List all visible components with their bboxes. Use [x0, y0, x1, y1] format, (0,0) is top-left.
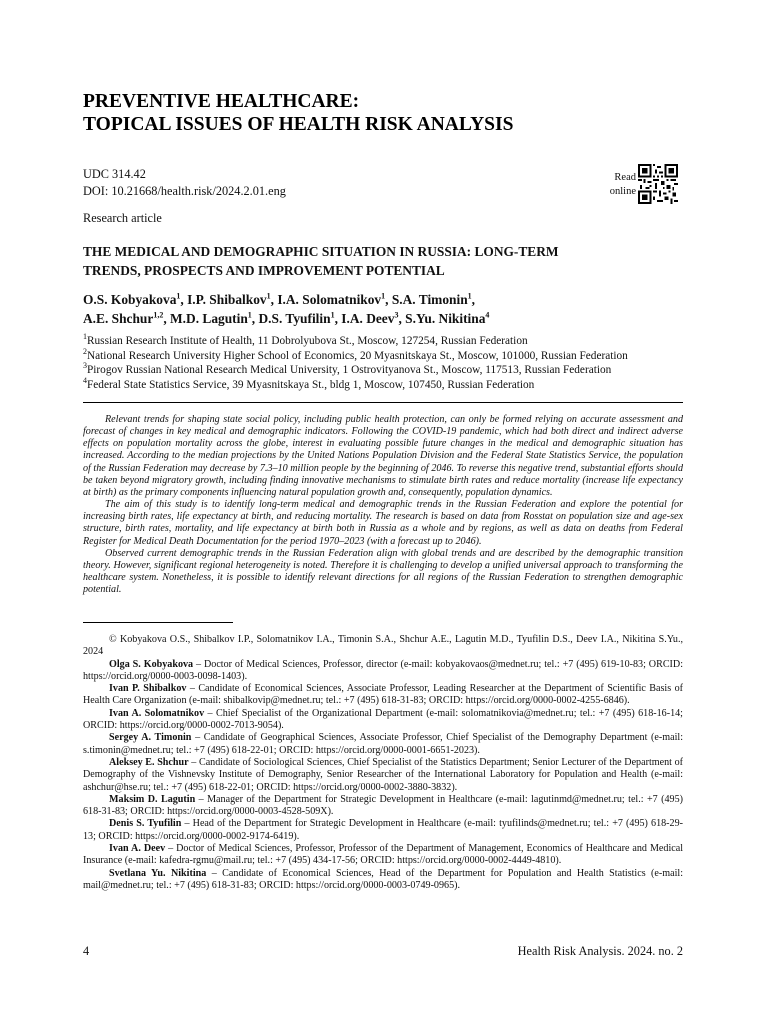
author-line-1 [83, 291, 489, 310]
author-affiliation-mark: 3 [394, 310, 399, 320]
author-separator: , [163, 310, 171, 326]
author-name: I.A. Deev [341, 310, 395, 326]
journal-footer: Health Risk Analysis. 2024. no. 2 [517, 944, 683, 958]
author-note-name: Maksim D. Lagutin [109, 793, 196, 805]
author-note-name: Ivan A. Deev [109, 843, 166, 855]
author-line-2 [83, 310, 489, 329]
author-separator: , [334, 310, 342, 326]
article-title [83, 242, 683, 280]
author-note [83, 732, 683, 757]
author-note-text: – Doctor of Medical Sciences, Professor, director (e-mail: kobyakovaos@mednet.ru; tel.: +7 (495) 619-10-83; ORCID: https://orcid.org/0000-0003-0098-1403). [83, 658, 684, 682]
section-heading-line1: PREVENTIVE HEALTHCARE: [83, 91, 360, 112]
author-note-text: – Candidate of Geographical Sciences, Associate Professor, Chief Specialist of the Demography Department (e-mail: s.timonin@mednet.ru; tel.: +7 (495) 618-22-01; ORCID: https://orcid.org/0000-0001-6651-2023). [83, 732, 683, 756]
article-type: Research article [83, 211, 162, 225]
author-affiliation-mark: 1 [247, 310, 252, 320]
author-affiliation-mark: 1 [330, 310, 335, 320]
article-identifiers [83, 166, 286, 200]
abstract-paragraph: Observed current demographic trends in the Russian Federation align with global trends and are described by the demographic transition theory. However, significant regional heterogeneity is noted. Therefore it is challenging to develop a unified universal approach to transforming the healthcare system. Nonetheless, it is possible to identify relevant directions for all regions of the Russian Federation to strengthen demographic potential. [83, 547, 683, 596]
read-online-line1: Read [614, 172, 636, 183]
article-title-line1: THE MEDICAL AND DEMOGRAPHIC SITUATION IN RUSSIA: LONG-TERM [83, 244, 559, 259]
doi-link[interactable]: DOI: 10.21668/health.risk/2024.2.01.eng [83, 184, 286, 198]
author-note-name: Denis S. Tyufilin [109, 818, 182, 830]
read-online-line2: online [609, 186, 636, 197]
author-affiliation-mark: 1 [467, 291, 472, 301]
author-note [83, 843, 683, 868]
affiliation-mark: 2 [83, 346, 87, 356]
author-note-text: – Doctor of Medical Sciences, Professor, Professor of the Department of Management, Economics of Healthcare and Medical Insurance (e-mail: kafedra-rgmu@mail.ru; tel.: +7 (495) 434-17-56; ORCID: https://orcid.org/0000-0002-4449-4810). [83, 843, 684, 867]
article-title-line2: TRENDS, PROSPECTS AND IMPROVEMENT POTENTIAL [83, 263, 445, 278]
abstract [83, 414, 683, 596]
footnote-divider [83, 622, 233, 623]
author-name: M.D. Lagutin [170, 310, 248, 326]
copyright-notice: © Kobyakova O.S., Shibalkov I.P., Solomatnikov I.A., Timonin S.A., Shchur A.E., Lagutin M.D., Tyufilin D.S., Deev I.A., Nikitina S.Yu., 2024 [83, 634, 683, 658]
read-online-label[interactable] [604, 171, 636, 199]
author-note [83, 757, 683, 794]
affiliation-text: Pirogov Russian National Research Medical University, 1 Ostrovityanova St., Moscow, 117513, Russian Federation [87, 364, 612, 377]
author-note-name: Ivan A. Solomatnikov [109, 707, 205, 719]
section-heading [83, 90, 703, 136]
author-affiliation-mark: 1 [266, 291, 271, 301]
abstract-divider [83, 402, 683, 403]
author-note [83, 683, 683, 708]
author-note-text: – Head of the Department for Strategic Development in Healthcare (e-mail: tyufilinds@mednet.ru; tel.: +7 (495) 618-29-13; ORCID: https://orcid.org/0000-0002-9174-6419). [83, 818, 683, 842]
affiliation-item [83, 378, 628, 393]
affiliation-item [83, 346, 628, 364]
affiliation-text: Federal State Statistics Service, 39 Myasnitskaya St., bldg 1, Moscow, 107450, Russian Federation [87, 378, 535, 391]
author-name: O.S. Kobyakova [83, 292, 177, 307]
author-note-name: Ivan P. Shibalkov [109, 683, 187, 695]
author-name: A.E. Shchur [83, 310, 154, 326]
author-separator: , [398, 310, 406, 326]
affiliation-text: National Research University Higher School of Economics, 20 Myasnitskaya St., Moscow, 101000, Russian Federation [87, 349, 628, 362]
affiliation-mark: 3 [83, 361, 87, 371]
affiliation-item [83, 363, 628, 378]
author-note-text: – Candidate of Sociological Sciences, Chief Specialist of the Statistics Department; Senior Lecturer of the Department of Demography of the Vishnevsky Institute of Demography, Senior Researcher of the International Laboratory for Population and Health (e-mail: ashchur@hse.ru; tel.: +7 (495) 618-22-01; ORCID: https://orcid.org/0000-0002-3880-3832). [83, 756, 683, 793]
author-note-name: Svetlana Yu. Nikitina [109, 867, 207, 879]
author-note-text: – Manager of the Department for Strategic Development in Healthcare (e-mail: lagutinmd@mednet.ru; tel.: +7 (495) 618-31-83; ORCID: https://orcid.org/0000-0003-4528-509X). [83, 793, 683, 818]
author-notes [83, 634, 683, 892]
author-note-name: Sergey A. Timonin [109, 732, 192, 744]
author-name: I.P. Shibalkov [187, 292, 267, 307]
affiliation-list [83, 334, 628, 392]
page-number: 4 [83, 944, 90, 958]
author-separator: , [270, 292, 278, 307]
author-affiliation-mark: 1 [176, 291, 181, 301]
author-name: S.Yu. Nikitina [405, 310, 486, 326]
author-separator: , [251, 310, 259, 326]
author-separator: , [180, 292, 188, 307]
affiliation-text: Russian Research Institute of Health, 11 Dobrolyubova St., Moscow, 127254, Russian Federation [87, 335, 528, 347]
section-heading-line2: TOPICAL ISSUES OF HEALTH RISK ANALYSIS [83, 114, 514, 135]
author-name: S.A. Timonin [391, 292, 468, 307]
author-list [83, 291, 489, 328]
author-note-text: – Candidate of Economical Sciences, Head of the Department for Population and Health Statistics (e-mail: mail@mednet.ru; tel.: +7 (495) 618-31-83; ORCID: https://orcid.org/0000-0003-0749-0965). [83, 867, 683, 891]
affiliation-mark: 4 [83, 376, 87, 386]
author-separator: , [385, 292, 392, 307]
author-note [83, 794, 683, 819]
qr-code-icon[interactable] [638, 164, 678, 204]
author-note-name: Aleksey E. Shchur [109, 756, 189, 768]
author-affiliation-mark: 1,2 [153, 310, 164, 320]
author-note [83, 659, 683, 684]
author-note [83, 818, 683, 843]
author-note [83, 868, 683, 893]
affiliation-item [83, 334, 628, 349]
author-name: D.S. Tyufilin [258, 310, 331, 326]
udc-code: UDC 314.42 [83, 167, 146, 181]
author-note-text: – Candidate of Economical Sciences, Associate Professor, Leading Researcher at the Department of Scientific Basis of Health Care Organization (e-mail: shibalkovip@mednet.ru; tel.: +7 (495) 618-31-83; ORCID: https://orcid.org/0000-0002-4255-6846). [83, 683, 683, 707]
author-separator: , [471, 292, 475, 307]
author-note [83, 708, 683, 733]
author-note-text: – Chief Specialist of the Organizational Department (e-mail: solomatnikovia@mednet.ru; tel.: +7 (495) 618-16-14; ORCID: https://orcid.org/0000-0002-7013-9054). [83, 707, 683, 732]
author-affiliation-mark: 4 [485, 310, 490, 320]
author-affiliation-mark: 1 [381, 291, 386, 301]
abstract-paragraph: The aim of this study is to identify long-term medical and demographic trends in the Russian Federation and explore the potential for increasing birth rates, life expectancy at birth, and reducing mortality. The research is based on data from Rosstat on population size and age-sex structure, birth rates, mortality, and life expectancy at birth both in Russia as a whole and by regions, as well as data on deaths from Federal Register for Medical Death Documentation for the period 1970–2023 (with a forecast up to 2046). [83, 499, 683, 547]
abstract-paragraph: Relevant trends for shaping state social policy, including public health protection, can only be formed relying on accurate assessment and forecast of changes in key medical and demographic indicators. Following the COVID-19 pandemic, which had both direct and indirect adverse effects on population mortality across the globe, interest in evaluating possible future changes in the medical and demographic situation has increased. According to the median projections by the United Nations Population Division and the Federal State Statistics Service, the population of the Russian Federation may decrease by 7.3–10 million people by the beginning of 2046. To reverse this negative trend, substantial efforts should be taken beyond migratory growth, including finding innovative mechanisms to stimulate birth rates and reduce mortality (increase life expectancy at birth) as the primary components influencing natural population growth and, consequently, population dynamics. [83, 414, 683, 498]
author-note-name: Olga S. Kobyakova [109, 658, 194, 670]
author-name: I.A. Solomatnikov [277, 292, 382, 307]
affiliation-mark: 1 [83, 332, 87, 342]
